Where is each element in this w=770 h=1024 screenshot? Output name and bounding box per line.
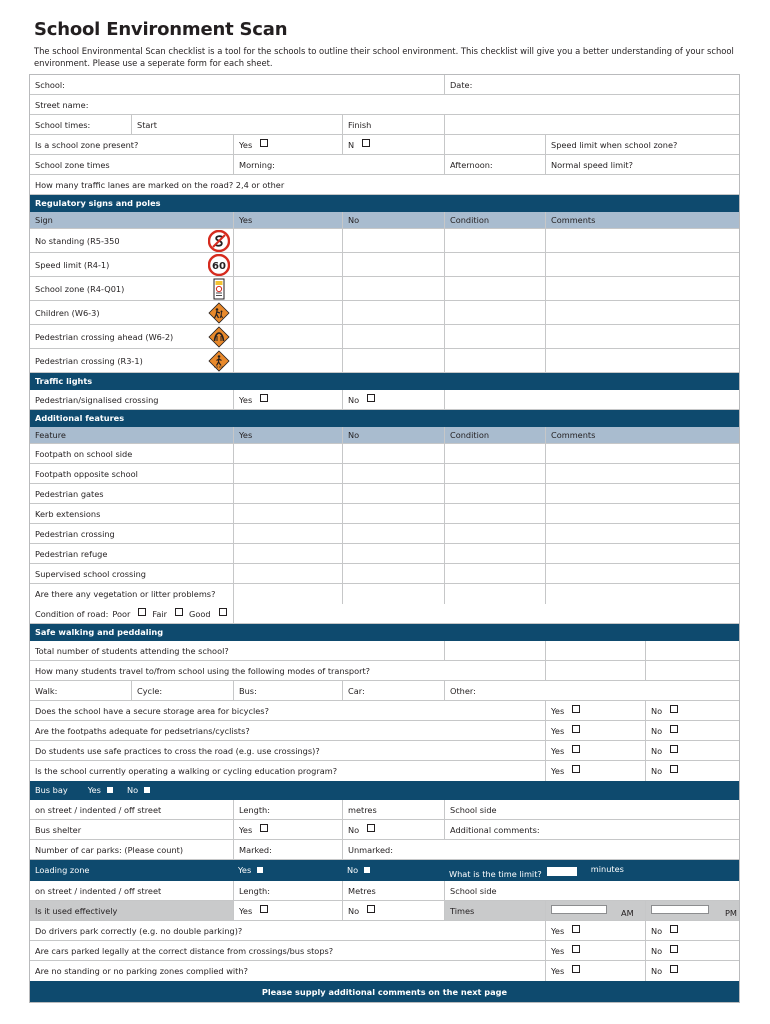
- additional-features-header: [30, 410, 739, 427]
- good-checkbox[interactable]: [219, 608, 227, 616]
- sign-comments-field[interactable]: [545, 253, 739, 276]
- walking-question-row: [30, 701, 739, 721]
- sign-row: [30, 229, 739, 253]
- zone-present-label: Is a school zone present?: [35, 139, 139, 150]
- walking-yes-checkbox[interactable]: [572, 725, 580, 733]
- parking-yes-checkbox[interactable]: [572, 925, 580, 933]
- bus-bay-no-label: No: [126, 785, 139, 795]
- bus-bay-metres-label: metres: [342, 800, 444, 819]
- additional-features-heading: Additional features: [35, 413, 125, 423]
- zone-times-row: [30, 155, 739, 175]
- feature-comments-field[interactable]: [545, 584, 739, 604]
- signalised-label: Pedestrian/signalised crossing: [35, 394, 159, 405]
- bus-bay-header: [30, 781, 739, 800]
- col-no: No: [342, 212, 444, 228]
- parking-no-label: No: [651, 945, 663, 956]
- sign-label: Pedestrian crossing (R3-1): [35, 355, 143, 366]
- total-students-row: [30, 641, 739, 661]
- feature-yes-field[interactable]: [233, 524, 342, 543]
- unmarked-field[interactable]: Unmarked:: [342, 840, 444, 859]
- traffic-lanes-field[interactable]: How many traffic lanes are marked on the road? 2,4 or other: [35, 179, 285, 190]
- sign-no-field[interactable]: [342, 253, 444, 276]
- loading-length-field[interactable]: Length:: [233, 881, 342, 900]
- col-no: No: [342, 427, 444, 443]
- sign-comments-field[interactable]: [545, 301, 739, 324]
- effective-no-checkbox[interactable]: [367, 905, 375, 913]
- date-field[interactable]: Date:: [444, 75, 739, 94]
- feature-comments-field[interactable]: [545, 444, 739, 463]
- regulatory-columns: [30, 212, 739, 229]
- scan-form: [29, 74, 740, 1003]
- bus-field[interactable]: Bus:: [233, 681, 342, 700]
- pm-time-input[interactable]: [651, 905, 709, 914]
- loading-no-checkbox[interactable]: [364, 867, 370, 873]
- car-parks-label: Number of car parks: (Please count): [35, 844, 184, 855]
- total-students-extra2[interactable]: [645, 641, 739, 660]
- time-limit-input[interactable]: [547, 867, 577, 876]
- start-field[interactable]: Start: [131, 115, 342, 134]
- safe-walking-heading: Safe walking and peddaling: [35, 627, 164, 637]
- feature-condition-field[interactable]: [444, 504, 545, 523]
- regulatory-heading: Regulatory signs and poles: [35, 198, 161, 208]
- minutes-label: minutes: [590, 864, 624, 874]
- parking-no-checkbox[interactable]: [670, 945, 678, 953]
- shelter-no-checkbox[interactable]: [367, 824, 375, 832]
- feature-row: [30, 564, 739, 584]
- zone-present-row: [30, 135, 739, 155]
- parking-question-label: Do drivers park correctly (e.g. no double parking)?: [35, 925, 243, 936]
- school-times-row: [30, 115, 739, 135]
- walking-question-label: Are the footpaths adequate for pedsetrians/cyclists?: [35, 725, 250, 736]
- sign-condition-field[interactable]: [444, 325, 545, 348]
- zone-yes-checkbox[interactable]: [260, 139, 268, 147]
- col-feature: Feature: [35, 430, 66, 440]
- sign-yes-field[interactable]: [233, 277, 342, 300]
- walking-no-label: No: [651, 766, 663, 776]
- afternoon-field[interactable]: Afternoon:: [444, 155, 545, 174]
- sign-label: Speed limit (R4-1): [35, 259, 110, 270]
- feature-no-field[interactable]: [342, 524, 444, 543]
- times-extra-field[interactable]: [444, 115, 739, 134]
- bus-bay-heading: Bus bay: [35, 785, 68, 795]
- feature-row: [30, 544, 739, 564]
- parking-yes-label: Yes: [551, 966, 565, 976]
- feature-condition-field[interactable]: [444, 544, 545, 563]
- school-zone-sign-icon: [213, 278, 225, 300]
- cycle-field[interactable]: Cycle:: [131, 681, 233, 700]
- speed-limit-60-sign-icon: [208, 254, 230, 276]
- traffic-lanes-row: [30, 175, 739, 195]
- sign-label: Children (W6-3): [35, 307, 100, 318]
- sign-label: Pedestrian crossing ahead (W6-2): [35, 331, 174, 342]
- signalised-extra[interactable]: [444, 390, 739, 409]
- sign-row: [30, 301, 739, 325]
- feature-row: [30, 464, 739, 484]
- used-effectively-label: Is it used effectively: [35, 905, 118, 916]
- sign-yes-field[interactable]: [233, 325, 342, 348]
- footer-note: Please supply additional comments on the next page: [261, 986, 508, 997]
- feature-yes-field[interactable]: [233, 564, 342, 583]
- sign-condition-field[interactable]: [444, 229, 545, 252]
- parking-yes-checkbox[interactable]: [572, 945, 580, 953]
- signalised-yes-checkbox[interactable]: [260, 394, 268, 402]
- parking-yes-label: Yes: [551, 925, 565, 936]
- parking-no-checkbox[interactable]: [670, 965, 678, 973]
- loading-yes-label: Yes: [238, 865, 252, 875]
- zone-yes-label: Yes: [239, 139, 253, 150]
- pedestrian-crossing-ahead-sign-icon: [208, 326, 230, 348]
- sign-condition-field[interactable]: [444, 301, 545, 324]
- bus-bay-yes-checkbox[interactable]: [107, 787, 113, 793]
- poor-checkbox[interactable]: [138, 608, 146, 616]
- page-title: School Environment Scan: [34, 19, 288, 40]
- loading-school-side-field[interactable]: School side: [444, 881, 739, 900]
- feature-yes-field[interactable]: [233, 444, 342, 463]
- walking-yes-label: Yes: [551, 705, 565, 716]
- feature-yes-field[interactable]: [233, 544, 342, 563]
- walking-question-label: Do students use safe practices to cross the road (e.g. use crossings)?: [35, 745, 320, 756]
- loading-no-label: No: [347, 865, 359, 875]
- sign-no-field[interactable]: [342, 325, 444, 348]
- col-yes: Yes: [233, 427, 342, 443]
- pm-label: PM: [725, 908, 738, 918]
- feature-condition-field[interactable]: [444, 564, 545, 583]
- parking-question-label: Are cars parked legally at the correct distance from crossings/bus stops?: [35, 945, 334, 956]
- times-label: Times: [444, 901, 545, 920]
- feature-label: Footpath opposite school: [35, 468, 138, 479]
- feature-label: Kerb extensions: [35, 508, 101, 519]
- bus-bay-length-field[interactable]: Length:: [233, 800, 342, 819]
- loading-street-row: [30, 881, 739, 901]
- col-sign: Sign: [35, 215, 53, 225]
- parking-questions: [30, 921, 739, 981]
- bus-bay-school-side-field[interactable]: School side: [444, 800, 739, 819]
- feature-label: Are there any vegetation or litter problems?: [35, 589, 216, 599]
- loading-onstreet-label[interactable]: on street / indented / off street: [35, 885, 162, 896]
- parking-no-checkbox[interactable]: [670, 925, 678, 933]
- feature-yes-field[interactable]: [233, 504, 342, 523]
- parking-yes-checkbox[interactable]: [572, 965, 580, 973]
- sign-yes-field[interactable]: [233, 253, 342, 276]
- loading-yes-checkbox[interactable]: [257, 867, 263, 873]
- feature-condition-field[interactable]: [444, 464, 545, 483]
- sign-no-field[interactable]: [342, 277, 444, 300]
- feature-row: [30, 444, 739, 464]
- footer-bar: [30, 981, 739, 1002]
- svg-text:60: 60: [212, 261, 226, 272]
- signalised-no-label: No: [348, 394, 360, 405]
- walking-no-checkbox[interactable]: [670, 745, 678, 753]
- feature-condition-field[interactable]: [444, 444, 545, 463]
- bus-bay-onstreet-label[interactable]: on street / indented / off street: [35, 804, 162, 815]
- feature-no-field[interactable]: [342, 564, 444, 583]
- walking-yes-label: Yes: [551, 725, 565, 736]
- bus-bay-yes-label: Yes: [87, 785, 101, 795]
- parking-question-row: [30, 941, 739, 961]
- condition-road-label: Condition of road:: [35, 608, 109, 619]
- other-field[interactable]: Other:: [444, 681, 739, 700]
- total-students-label: Total number of students attending the school?: [35, 645, 229, 656]
- street-name-row: [30, 95, 739, 115]
- morning-field[interactable]: Morning:: [233, 155, 444, 174]
- feature-row: [30, 524, 739, 544]
- sign-no-field[interactable]: [342, 229, 444, 252]
- school-row: [30, 75, 739, 95]
- sign-yes-field[interactable]: [233, 229, 342, 252]
- sign-no-field[interactable]: [342, 349, 444, 372]
- feature-yes-field[interactable]: [233, 484, 342, 503]
- sign-label: School zone (R4-Q01): [35, 283, 125, 294]
- transport-modes-extra[interactable]: [545, 661, 645, 680]
- speed-limit-zone-field[interactable]: Speed limit when school zone?: [545, 135, 739, 154]
- feature-comments-field[interactable]: [545, 504, 739, 523]
- feature-condition-field[interactable]: [444, 584, 545, 604]
- feature-row: [30, 504, 739, 524]
- sign-label: No standing (R5-350: [35, 235, 120, 246]
- sign-row: [30, 325, 739, 349]
- walking-question-label: Is the school currently operating a walking or cycling education program?: [35, 766, 338, 776]
- feature-comments-field[interactable]: [545, 464, 739, 483]
- modes-row: [30, 681, 739, 701]
- good-label: Good: [189, 608, 211, 619]
- feature-no-field[interactable]: [342, 484, 444, 503]
- zone-no-checkbox[interactable]: [362, 139, 370, 147]
- loading-zone-header: [30, 860, 739, 881]
- feature-label: Pedestrian refuge: [35, 548, 108, 559]
- fair-label: Fair: [152, 608, 167, 619]
- pedestrian-crossing-sign-icon: [208, 350, 230, 372]
- signalised-yes-label: Yes: [239, 394, 253, 405]
- effective-no-label: No: [348, 905, 360, 916]
- walking-question-row: [30, 721, 739, 741]
- walking-yes-checkbox[interactable]: [572, 745, 580, 753]
- feature-no-field[interactable]: [342, 584, 444, 604]
- feature-comments-field[interactable]: [545, 484, 739, 503]
- car-parks-extra[interactable]: [444, 840, 739, 859]
- intro-text: The school Environmental Scan checklist is a tool for the schools to outline their school environment. This checklist will give you a better understanding of your school environment. Please use a seperate form for each sheet.: [34, 46, 734, 68]
- parking-no-label: No: [651, 925, 663, 936]
- bus-shelter-row: [30, 820, 739, 840]
- sign-comments-field[interactable]: [545, 277, 739, 300]
- signalised-row: [30, 390, 739, 410]
- effective-yes-checkbox[interactable]: [260, 905, 268, 913]
- sign-no-field[interactable]: [342, 301, 444, 324]
- col-comments: Comments: [545, 427, 739, 443]
- am-label: AM: [621, 908, 634, 918]
- safe-walking-header: [30, 624, 739, 641]
- loading-metres-label: Metres: [342, 881, 444, 900]
- walking-questions: [30, 701, 739, 781]
- shelter-yes-label: Yes: [239, 824, 253, 835]
- bus-bay-street-row: [30, 800, 739, 820]
- zone-times-label: School zone times: [35, 159, 110, 170]
- used-effectively-row: [30, 901, 739, 921]
- walking-no-checkbox[interactable]: [670, 725, 678, 733]
- feature-no-field[interactable]: [342, 504, 444, 523]
- walking-no-checkbox[interactable]: [670, 705, 678, 713]
- sign-row: [30, 349, 739, 373]
- feature-yes-field[interactable]: [233, 584, 342, 604]
- sign-row: [30, 253, 739, 277]
- sign-condition-field[interactable]: [444, 277, 545, 300]
- traffic-lights-header: [30, 373, 739, 390]
- feature-label: Footpath on school side: [35, 448, 133, 459]
- feature-label: Supervised school crossing: [35, 568, 146, 579]
- parking-question-row: [30, 961, 739, 981]
- feature-condition-field[interactable]: [444, 524, 545, 543]
- col-condition: Condition: [444, 212, 545, 228]
- walking-yes-checkbox[interactable]: [572, 705, 580, 713]
- col-condition: Condition: [444, 427, 545, 443]
- walking-yes-label: Yes: [551, 766, 565, 776]
- feature-row: [30, 484, 739, 504]
- feature-yes-field[interactable]: [233, 464, 342, 483]
- walking-question-label: Does the school have a secure storage area for bicycles?: [35, 705, 269, 716]
- col-comments: Comments: [545, 212, 739, 228]
- zone-blank: [444, 135, 545, 154]
- feature-comments-field[interactable]: [545, 524, 739, 543]
- parking-yes-label: Yes: [551, 945, 565, 956]
- car-field[interactable]: Car:: [342, 681, 444, 700]
- walking-no-checkbox[interactable]: [670, 765, 678, 773]
- sign-yes-field[interactable]: [233, 349, 342, 372]
- walk-field[interactable]: Walk:: [35, 685, 58, 696]
- parking-question-label: Are no standing or no parking zones complied with?: [35, 966, 248, 976]
- feature-label: Pedestrian crossing: [35, 528, 115, 539]
- feature-no-field[interactable]: [342, 444, 444, 463]
- no-standing-sign-icon: [208, 230, 230, 252]
- fair-checkbox[interactable]: [175, 608, 183, 616]
- bus-shelter-label: Bus shelter: [35, 824, 82, 835]
- walking-no-label: No: [651, 745, 663, 756]
- sign-condition-field[interactable]: [444, 253, 545, 276]
- shelter-no-label: No: [348, 824, 360, 835]
- features-columns: [30, 427, 739, 444]
- col-yes: Yes: [233, 212, 342, 228]
- walking-yes-label: Yes: [551, 745, 565, 756]
- traffic-lights-heading: Traffic lights: [35, 376, 93, 386]
- sign-row: [30, 277, 739, 301]
- walking-yes-checkbox[interactable]: [572, 765, 580, 773]
- shelter-yes-checkbox[interactable]: [260, 824, 268, 832]
- parking-no-label: No: [651, 966, 663, 976]
- condition-road-row: [30, 604, 739, 624]
- sign-comments-field[interactable]: [545, 349, 739, 372]
- sign-yes-field[interactable]: [233, 301, 342, 324]
- additional-comments-field[interactable]: Additional comments:: [444, 820, 739, 839]
- parking-question-row: [30, 921, 739, 941]
- feature-comments-field[interactable]: [545, 564, 739, 583]
- feature-condition-field[interactable]: [444, 484, 545, 503]
- effective-yes-label: Yes: [239, 905, 253, 916]
- feature-row: [30, 584, 739, 604]
- sign-condition-field[interactable]: [444, 349, 545, 372]
- school-times-label: School times:: [35, 119, 91, 130]
- walking-no-label: No: [651, 725, 663, 736]
- signalised-no-checkbox[interactable]: [367, 394, 375, 402]
- feature-label: Pedestrian gates: [35, 488, 104, 499]
- time-limit-label: What is the time limit?: [449, 869, 542, 879]
- feature-no-field[interactable]: [342, 544, 444, 563]
- loading-zone-heading: Loading zone: [35, 865, 90, 875]
- am-time-input[interactable]: [551, 905, 607, 914]
- sign-comments-field[interactable]: [545, 229, 739, 252]
- transport-modes-extra2[interactable]: [645, 661, 739, 680]
- total-students-extra[interactable]: [545, 641, 645, 660]
- sign-comments-field[interactable]: [545, 325, 739, 348]
- marked-field[interactable]: Marked:: [233, 840, 342, 859]
- features-list: [30, 444, 739, 604]
- bus-bay-no-checkbox[interactable]: [144, 787, 150, 793]
- transport-modes-label: How many students travel to/from school using the following modes of transport?: [35, 665, 371, 676]
- transport-modes-row: [30, 661, 739, 681]
- finish-field[interactable]: Finish: [342, 115, 444, 134]
- walking-question-row: [30, 761, 739, 781]
- condition-road-extra[interactable]: [233, 604, 739, 623]
- feature-comments-field[interactable]: [545, 544, 739, 563]
- car-parks-row: [30, 840, 739, 860]
- feature-no-field[interactable]: [342, 464, 444, 483]
- school-field[interactable]: School:: [35, 79, 65, 90]
- regulatory-header: [30, 195, 739, 212]
- walking-question-row: [30, 741, 739, 761]
- total-students-field[interactable]: [444, 641, 545, 660]
- zone-no-label: N: [348, 139, 355, 150]
- normal-speed-field[interactable]: Normal speed limit?: [545, 155, 739, 174]
- poor-label: Poor: [112, 608, 131, 619]
- street-name-field[interactable]: Street name:: [35, 99, 89, 110]
- children-warning-sign-icon: [208, 302, 230, 324]
- walking-no-label: No: [651, 705, 663, 716]
